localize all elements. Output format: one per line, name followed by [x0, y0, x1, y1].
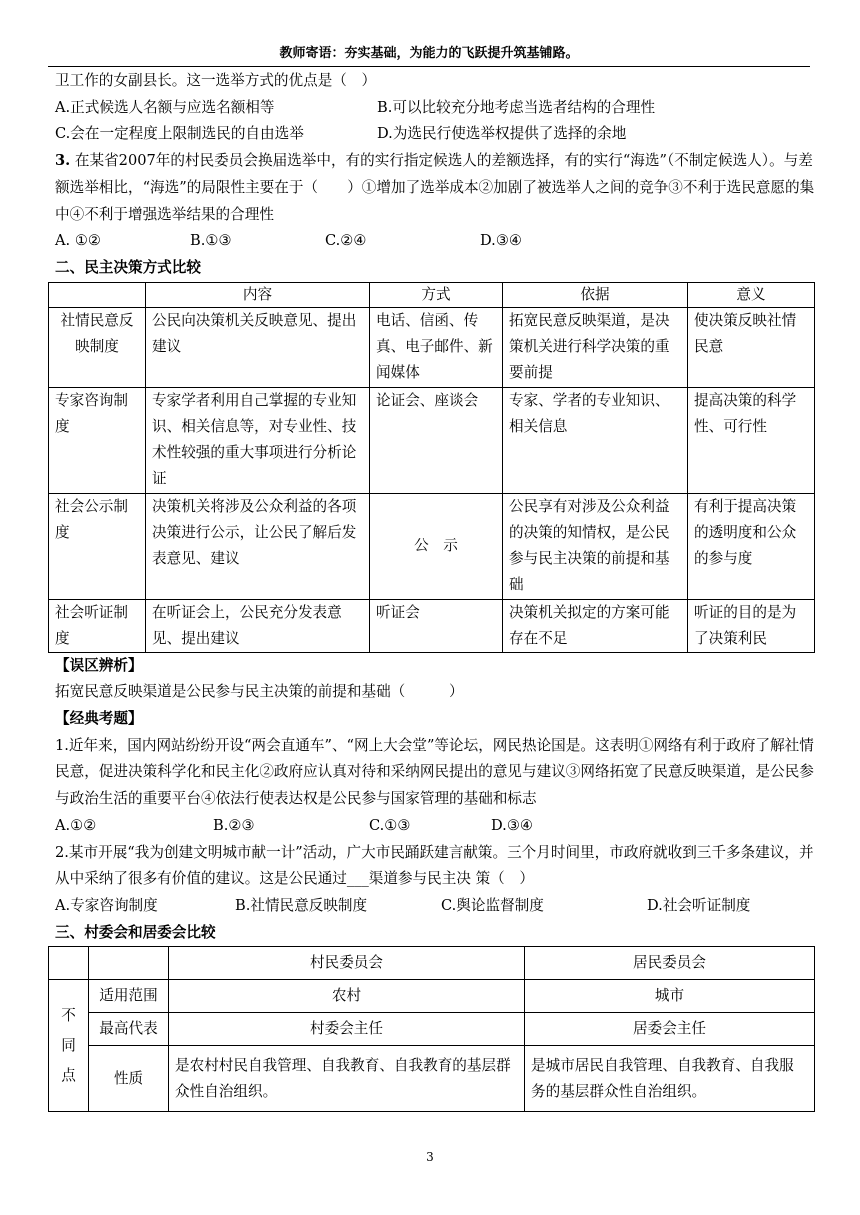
option-d: D.③④	[491, 816, 533, 834]
table-cell	[89, 947, 169, 980]
table-cell: 村委会主任	[169, 1013, 525, 1046]
table-cell: 决策机关将涉及公众利益的各项决策进行公示，让公民了解后发表意见、建议	[146, 493, 370, 599]
option-d: D.为选民行使选举权提供了选择的余地	[377, 125, 627, 143]
table-cell: 在听证会上，公民充分发表意见、提出建议	[146, 599, 370, 652]
misconception-title: 【误区辨析】	[55, 656, 143, 674]
option-c: C.舆论监督制度	[441, 896, 544, 914]
question-number: 3.	[55, 152, 71, 170]
option-d: D.社会听证制度	[647, 896, 751, 914]
decision-methods-table	[48, 282, 815, 653]
table-cell: 论证会、座谈会	[370, 387, 503, 493]
table-cell: 听证会	[370, 599, 503, 652]
committee-comparison-table	[48, 946, 815, 1112]
table-cell: 社会公示制度	[49, 493, 146, 599]
option-d: D.③④	[480, 232, 522, 250]
option-b: B.社情民意反映制度	[235, 896, 368, 914]
table-cell: 是农村村民自我管理、自我教育、自我教育的基层群众性自治组织。	[169, 1046, 525, 1112]
misconception-text: 拓宽民意反映渠道是公民参与民主决策的前提和基础（ ）	[55, 683, 464, 701]
table-cell: 专家咨询制度	[49, 387, 146, 493]
table-row	[49, 387, 815, 493]
table-row	[49, 307, 815, 387]
option-a: A.专家咨询制度	[55, 896, 158, 914]
table-cell: 公民向决策机关反映意见、提出建议	[146, 307, 370, 387]
page-number: 3	[426, 1150, 434, 1164]
section-title: 三、村委会和居委会比较	[55, 923, 216, 941]
option-row	[55, 95, 815, 122]
table-cell: 听证的目的是为了决策利民	[688, 599, 815, 652]
diff-label: 不同点	[61, 1006, 76, 1084]
option-row	[55, 121, 815, 148]
table-header-cell: 内容	[146, 282, 370, 307]
option-c: C.①③	[369, 816, 411, 834]
table-cell: 社会听证制度	[49, 599, 146, 652]
table-row	[49, 1046, 815, 1112]
table-header-row	[49, 947, 815, 980]
table-cell: 社情民意反映制度	[49, 307, 146, 387]
table-header-cell	[49, 282, 146, 307]
question-1-text: 1.近年来，国内网站纷纷开设“两会直通车”、“网上大会堂”等论坛，网民热论国是。这表明①网络有利于政府了解社情民意，促进决策科学化和民主化②政府应认真对待和采纳网民提出的意见与建议③网络拓宽了民意反映渠道，是公民参与政治生活的重要平台④依法行使表达权是公民参与国家管理的基础和标志	[55, 736, 814, 808]
row-label: 最高代表	[89, 1013, 169, 1046]
table-cell: 拓宽民意反映渠道，是决策机关进行科学决策的重要前提	[503, 307, 688, 387]
table-header-cell: 居民委员会	[525, 947, 815, 980]
option-b: B.②③	[213, 816, 255, 834]
question-tail: 卫工作的女副县长。这一选举方式的优点是（ ）	[55, 72, 377, 89]
option-b: B.①③	[190, 232, 232, 250]
option-a: A.正式候选人名额与应选名额相等	[55, 98, 275, 116]
option-row	[55, 228, 815, 255]
table-cell: 公 示	[370, 493, 503, 599]
header-rule	[48, 66, 810, 67]
table-row	[49, 1013, 815, 1046]
table-cell: 城市	[525, 980, 815, 1013]
diff-label-cell	[49, 980, 89, 1112]
option-row	[55, 893, 815, 920]
table-row	[49, 599, 815, 652]
option-a: A.①②	[55, 816, 97, 834]
table-header-cell: 依据	[503, 282, 688, 307]
question-2-text: 2.某市开展“我为创建文明城市献一计”活动，广大市民踊跃建言献策。三个月时间里，市政府就收到三千多条建议，并从中采纳了很多有价值的建议。这是公民通过___渠道参与民主决 策（ ）	[55, 843, 814, 888]
row-label: 适用范围	[89, 980, 169, 1013]
option-a: A. ①②	[55, 232, 101, 250]
section-title: 二、民主决策方式比较	[55, 258, 201, 276]
table-header-cell: 方式	[370, 282, 503, 307]
table-cell: 是城市居民自我管理、自我教育、自我服务的基层群众性自治组织。	[525, 1046, 815, 1112]
table-header-cell: 意义	[688, 282, 815, 307]
option-b: B.可以比较充分地考虑当选者结构的合理性	[377, 98, 656, 116]
page-header: 教师寄语：夯实基础，为能力的飞跃提升筑基铺路。	[279, 46, 579, 61]
table-cell: 电话、信函、传真、电子邮件、新闻媒体	[370, 307, 503, 387]
table-row	[49, 493, 815, 599]
question-3	[55, 148, 815, 228]
table-cell: 使决策反映社情民意	[688, 307, 815, 387]
classic-questions-title: 【经典考题】	[55, 710, 143, 728]
option-c: C.会在一定程度上限制选民的自由选举	[55, 125, 304, 143]
option-c: C.②④	[325, 232, 367, 250]
table-row	[49, 980, 815, 1013]
option-row	[55, 813, 815, 840]
table-header-cell: 村民委员会	[169, 947, 525, 980]
table-cell: 提高决策的科学性、可行性	[688, 387, 815, 493]
table-cell: 公民享有对涉及公众利益的决策的知情权，是公民参与民主决策的前提和基础	[503, 493, 688, 599]
table-cell: 居委会主任	[525, 1013, 815, 1046]
table-cell: 专家、学者的专业知识、相关信息	[503, 387, 688, 493]
table-cell: 农村	[169, 980, 525, 1013]
table-cell: 决策机关拟定的方案可能存在不足	[503, 599, 688, 652]
page-content	[55, 68, 815, 1112]
table-cell: 专家学者利用自己掌握的专业知识、相关信息等，对专业性、技术性较强的重大事项进行分析论证	[146, 387, 370, 493]
table-header-row	[49, 282, 815, 307]
table-cell	[49, 947, 89, 980]
row-label: 性质	[89, 1046, 169, 1112]
question-3-text: 在某省2007年的村民委员会换届选举中，有的实行指定候选人的差额选择，有的实行“海选”（不制定候选人）。与差额选举相比，“海选”的局限性主要在于（ ）①增加了选举成本②加剧了被选举人之间的竞争③不利于选民意愿的集中④不利于增强选举结果的合理性	[55, 152, 815, 223]
table-cell: 有利于提高决策的透明度和公众的参与度	[688, 493, 815, 599]
